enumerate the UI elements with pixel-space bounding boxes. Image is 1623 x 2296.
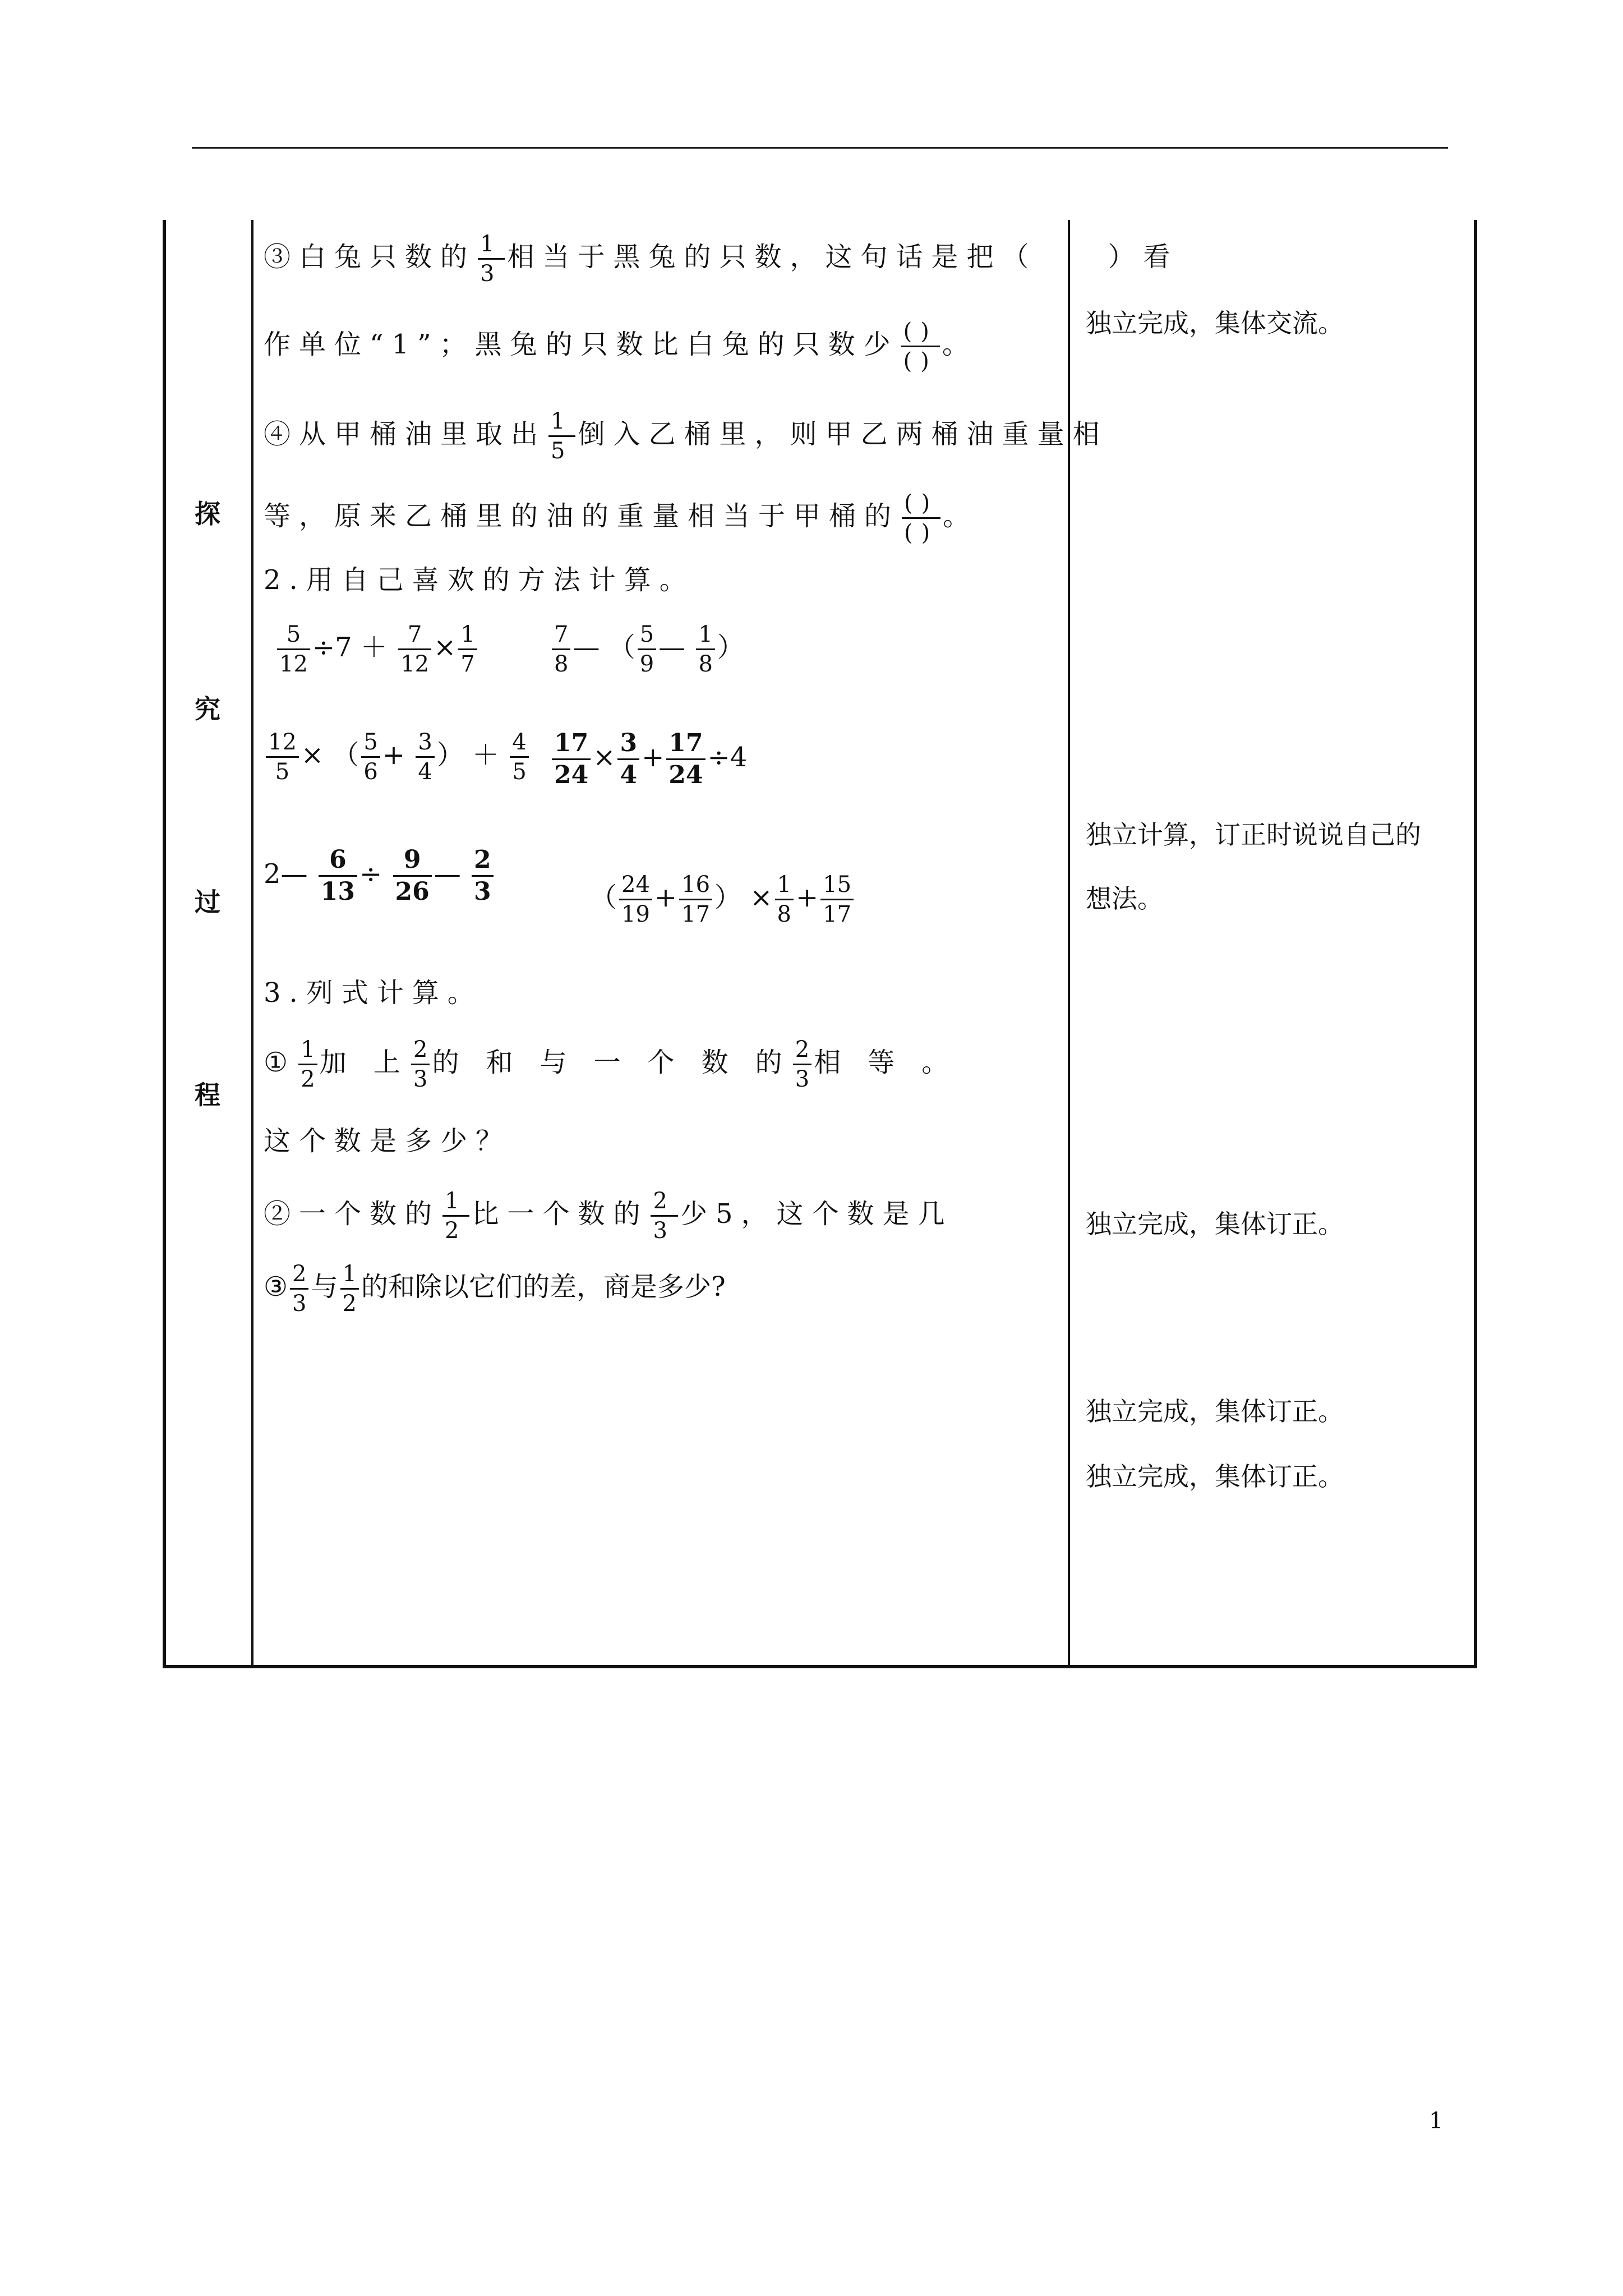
expression-2: $\frac{7}{8}$ — （ $\frac{5}{9}$ — $\frac{1}{8}$ ） [550, 623, 744, 676]
fraction: $\frac{9}{26}$ [393, 847, 432, 905]
fraction: $\frac{4}{5}$ [510, 730, 528, 784]
s3-q2: ②一个数的 $\frac{1}{2}$ 比一个数的 $\frac{2}{3}$ 少5，这个数是几 [264, 1188, 953, 1244]
header-rule [192, 147, 1448, 149]
q3-line1: ③白兔只数的 $\frac{1}{3}$ 相当于黑兔的只数，这句话是把（ ）看 [264, 231, 1179, 287]
fraction: $\frac{5}{12}$ [277, 623, 310, 676]
fraction-blank: () () [901, 320, 940, 373]
fraction: $\frac{7}{12}$ [398, 623, 431, 676]
section-3-title: 3.列式计算。 [264, 977, 483, 1009]
fraction: $\frac{2}{3}$ [290, 1262, 308, 1315]
fraction: $\frac{2}{3}$ [411, 1038, 430, 1091]
fraction: $\frac{12}{5}$ [266, 730, 299, 784]
fraction: $\frac{6}{13}$ [319, 847, 357, 905]
expression-1: $\frac{5}{12}$ ÷7 ＋ $\frac{7}{12}$ × $\frac{1}{7}$ [275, 623, 479, 676]
s3-q1-line1: ① $\frac{1}{2}$ 加 上 $\frac{2}{3}$ 的 和 与 一 个 数 的 $\frac{2}{3}$ 相 等 。 [264, 1037, 949, 1092]
expression-5: 2— $\frac{6}{13}$ ÷ $\frac{9}{26}$ — $\frac{2}{3}$ [264, 847, 496, 905]
fraction: $\frac{2}{3}$ [651, 1189, 677, 1243]
note-4: 独立完成，集体订正。 [1086, 1396, 1344, 1427]
fraction: $\frac{1}{5}$ [548, 409, 575, 463]
s3-q3: ③ $\frac{2}{3}$ 与 $\frac{1}{2}$ 的和除以它们的差，商是多少? [264, 1261, 726, 1317]
note-3: 独立完成，集体订正。 [1086, 1209, 1344, 1239]
side-label-char-2: 究 [195, 694, 220, 724]
q3-line2: 作单位“1”；黑兔的只数比白兔的只数少 () () 。 [264, 319, 978, 374]
note-5: 独立完成，集体订正。 [1086, 1461, 1344, 1492]
fraction: $\frac{1}{7}$ [458, 623, 477, 676]
fraction: $\frac{1}{8}$ [696, 623, 714, 676]
fraction: $\frac{24}{19}$ [619, 873, 652, 926]
fraction: $\frac{5}{9}$ [638, 623, 656, 676]
page-number: 1 [1429, 2108, 1444, 2134]
fraction: $\frac{3}{4}$ [416, 730, 434, 784]
fraction: $\frac{1}{2}$ [340, 1262, 359, 1315]
fraction: $\frac{15}{17}$ [820, 873, 854, 926]
column-divider-1 [251, 220, 253, 1668]
fraction: $\frac{17}{24}$ [552, 730, 591, 788]
fraction: $\frac{7}{8}$ [552, 623, 570, 676]
expression-3: $\frac{12}{5}$ × （ $\frac{5}{6}$ + $\frac{3}{4}$ ） ＋ $\frac{4}{5}$ [264, 730, 531, 784]
note-1: 独立完成，集体交流。 [1086, 308, 1344, 338]
fraction: $\frac{1}{2}$ [298, 1038, 317, 1091]
side-label-char-1: 探 [195, 499, 220, 529]
note-2-line1: 独立计算，订正时说说自己的 [1086, 820, 1421, 850]
s3-q1-line2: 这个数是多少？ [264, 1125, 511, 1157]
note-2-line2: 想法。 [1086, 884, 1163, 914]
fraction: $\frac{1}{8}$ [775, 873, 794, 926]
section-2-title: 2.用自己喜欢的方法计算。 [264, 564, 695, 596]
q4-line2: 等，原来乙桶里的油的重量相当于甲桶的 () () 。 [264, 490, 979, 546]
fraction: $\frac{1}{2}$ [442, 1189, 469, 1243]
expression-4: $\frac{17}{24}$ × $\frac{3}{4}$ + $\frac{17}{24}$ ÷4 [550, 730, 747, 788]
fraction: $\frac{3}{4}$ [617, 730, 639, 788]
expression-6: （ $\frac{24}{19}$ + $\frac{16}{17}$ ） × $\frac{1}{8}$ + $\frac{15}{17}$ [590, 873, 856, 926]
fraction: $\frac{2}{3}$ [472, 847, 494, 905]
side-label-char-3: 过 [195, 887, 220, 917]
fraction: $\frac{16}{17}$ [679, 873, 712, 926]
fraction: $\frac{17}{24}$ [666, 730, 705, 788]
q4-line1: ④从甲桶油里取出 $\frac{1}{5}$ 倒入乙桶里，则甲乙两桶油重量相 [264, 408, 1108, 464]
fraction: $\frac{5}{6}$ [361, 730, 380, 784]
side-label-char-4: 程 [195, 1080, 220, 1110]
fraction-blank: () () [902, 491, 940, 545]
fraction: $\frac{2}{3}$ [793, 1038, 811, 1091]
fraction: $\frac{1}{3}$ [478, 232, 505, 286]
